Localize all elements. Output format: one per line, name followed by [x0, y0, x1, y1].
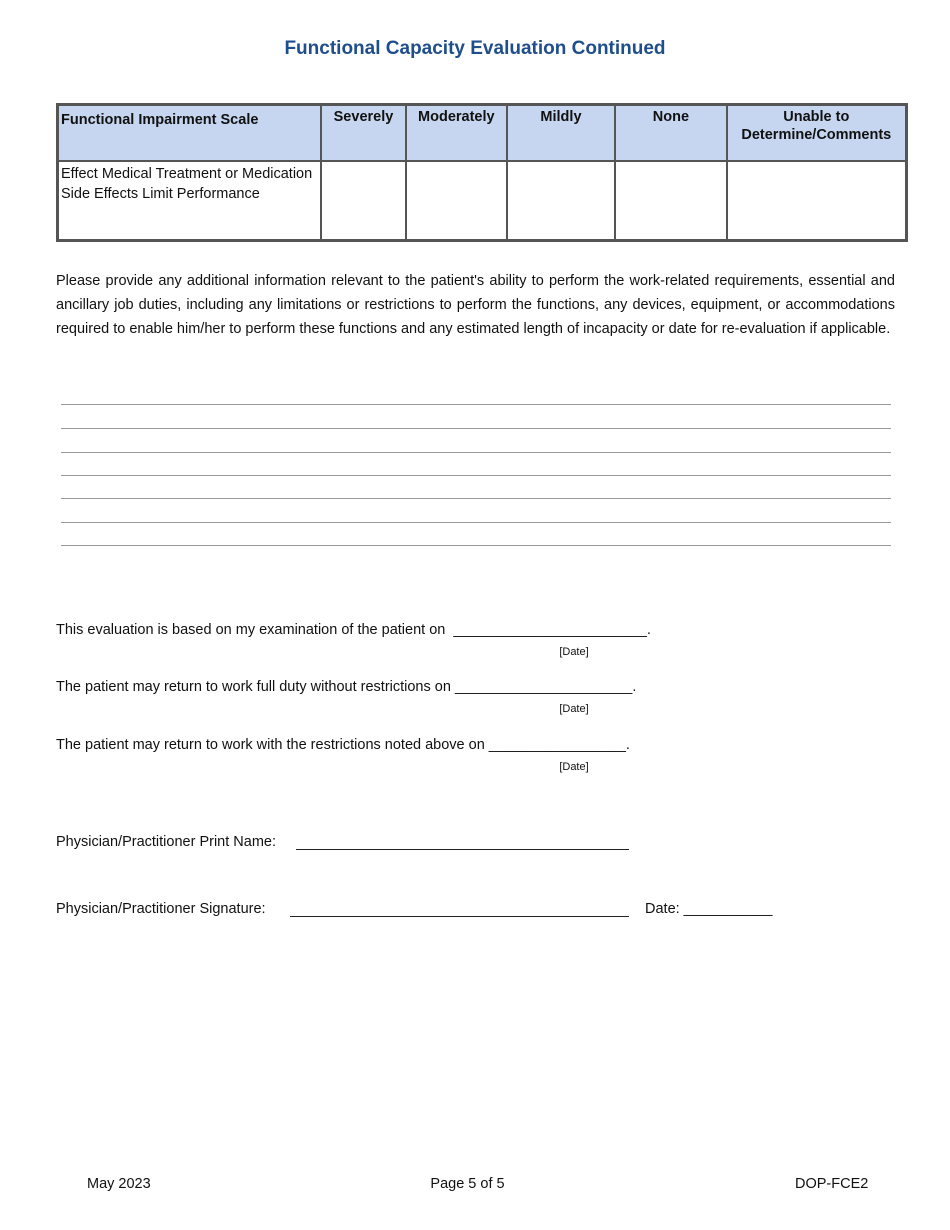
header-none: None	[615, 105, 726, 162]
date-hint: [Date]	[559, 703, 589, 715]
cell-moderately[interactable]	[406, 161, 507, 241]
cell-mildly[interactable]	[507, 161, 615, 241]
footer-form-id: DOP-FCE2	[795, 1176, 869, 1192]
signature-field[interactable]	[290, 916, 629, 917]
header-functional-impairment-scale: Functional Impairment Scale	[58, 105, 322, 162]
ruled-line[interactable]	[61, 522, 891, 523]
cell-severely[interactable]	[321, 161, 406, 241]
cell-comments[interactable]	[727, 161, 907, 241]
ruled-line[interactable]	[61, 498, 891, 499]
ruled-line[interactable]	[61, 428, 891, 429]
header-moderately: Moderately	[406, 105, 507, 162]
table-row	[58, 161, 907, 241]
ruled-line[interactable]	[61, 452, 891, 453]
header-severely: Severely	[321, 105, 406, 162]
row-label: Effect Medical Treatment or Medication Side Effects Limit Performance	[58, 161, 322, 241]
full-duty-date-statement[interactable]: The patient may return to work full duty without restrictions on ______________________.	[56, 679, 637, 695]
footer-date: May 2023	[87, 1176, 151, 1192]
instructions-paragraph: Please provide any additional information relevant to the patient's ability to perform the work-related requirements, essential and ancillary job duties, including any limitations or restrictions to perform the functions, any devices, equipment, or accommodations required to enable him/her to perform these functions and any estimated length of incapacity or date for re-evaluation if applicable.	[56, 273, 895, 337]
restricted-duty-date-statement[interactable]: The patient may return to work with the restrictions noted above on _________________.	[56, 737, 630, 753]
header-unable-to-determine: Unable to Determine/Comments	[727, 105, 907, 162]
print-name-field[interactable]	[296, 849, 629, 850]
table-header-row	[58, 105, 907, 162]
print-name-label: Physician/Practitioner Print Name:	[56, 834, 276, 850]
ruled-line[interactable]	[61, 404, 891, 405]
page-title: Functional Capacity Evaluation Continued	[284, 38, 666, 59]
ruled-line[interactable]	[61, 475, 891, 476]
footer-page-number: Page 5 of 5	[430, 1176, 505, 1192]
ruled-line[interactable]	[61, 545, 891, 546]
date-hint: [Date]	[559, 761, 589, 773]
signature-date-field[interactable]: Date: ___________	[645, 901, 773, 917]
signature-label: Physician/Practitioner Signature:	[56, 901, 266, 917]
date-hint: [Date]	[559, 646, 589, 658]
cell-none[interactable]	[615, 161, 726, 241]
header-mildly: Mildly	[507, 105, 615, 162]
examination-date-statement[interactable]: This evaluation is based on my examination of the patient on ________________________.	[56, 622, 651, 638]
functional-impairment-table	[56, 103, 908, 242]
